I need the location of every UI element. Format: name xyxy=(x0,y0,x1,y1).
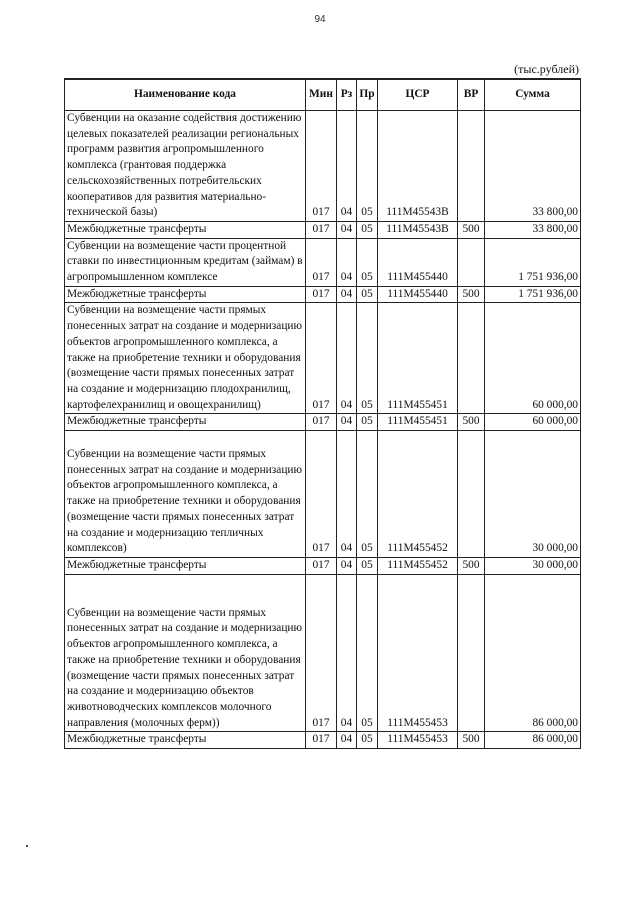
table-row xyxy=(65,574,581,732)
row-min: 017 xyxy=(306,238,337,286)
row-sum: 86 000,00 xyxy=(485,574,581,732)
row-sum: 1 751 936,00 xyxy=(485,238,581,286)
row-name: Межбюджетные трансферты xyxy=(65,414,306,431)
row-vr xyxy=(458,238,485,286)
row-csr: 111M455452 xyxy=(378,557,458,574)
row-rz: 04 xyxy=(337,557,357,574)
table-row xyxy=(65,238,581,286)
row-sum: 33 800,00 xyxy=(485,221,581,238)
row-csr: 111M45543B xyxy=(378,111,458,222)
page-number: 94 xyxy=(314,14,326,25)
row-rz: 04 xyxy=(337,414,357,431)
row-sum: 86 000,00 xyxy=(485,732,581,749)
row-name: Субвенции на возмещение части прямых понесенных затрат на создание и модернизацию объектов агропромышленного комплекса, а также на приобретение техники и оборудования (возмещение части прямых понесенных затрат на создание и модернизацию плодохранилищ, картофелехранилищ и овощехранилищ) xyxy=(65,303,306,414)
row-min: 017 xyxy=(306,557,337,574)
row-vr xyxy=(458,111,485,222)
row-csr: 111M455440 xyxy=(378,286,458,303)
row-csr: 111M455452 xyxy=(378,431,458,558)
row-pr: 05 xyxy=(357,111,378,222)
row-min: 017 xyxy=(306,221,337,238)
row-min: 017 xyxy=(306,732,337,749)
row-pr: 05 xyxy=(357,238,378,286)
row-rz: 04 xyxy=(337,574,357,732)
header-name: Наименование кода xyxy=(65,79,306,111)
row-name: Межбюджетные трансферты xyxy=(65,286,306,303)
row-name: Субвенции на возмещение части прямых понесенных затрат на создание и модернизацию объектов агропромышленного комплекса, а также на приобретение техники и оборудования (возмещение части прямых понесенных затрат на создание и модернизацию объектов животноводческих комплексов молочного направления (молочных ферм)) xyxy=(65,574,306,732)
header-min: Мин xyxy=(306,79,337,111)
row-csr: 111M455451 xyxy=(378,303,458,414)
row-vr: 500 xyxy=(458,732,485,749)
row-vr: 500 xyxy=(458,286,485,303)
row-pr: 05 xyxy=(357,574,378,732)
row-pr: 05 xyxy=(357,303,378,414)
header-rz: Рз xyxy=(337,79,357,111)
header-sum: Сумма xyxy=(485,79,581,111)
header-csr: ЦСР xyxy=(378,79,458,111)
row-vr xyxy=(458,574,485,732)
row-rz: 04 xyxy=(337,221,357,238)
table-row xyxy=(65,414,581,431)
row-name: Межбюджетные трансферты xyxy=(65,221,306,238)
header-pr: Пр xyxy=(357,79,378,111)
row-min: 017 xyxy=(306,431,337,558)
row-sum: 1 751 936,00 xyxy=(485,286,581,303)
table-row xyxy=(65,557,581,574)
row-pr: 05 xyxy=(357,732,378,749)
row-pr: 05 xyxy=(357,221,378,238)
row-sum: 30 000,00 xyxy=(485,431,581,558)
row-name: Субвенции на возмещение части прямых понесенных затрат на создание и модернизацию объектов агропромышленного комплекса, а также на приобретение техники и оборудования (возмещение части прямых понесенных затрат на создание и модернизацию тепличных комплексов) xyxy=(65,431,306,558)
row-pr: 05 xyxy=(357,557,378,574)
row-vr: 500 xyxy=(458,221,485,238)
row-min: 017 xyxy=(306,111,337,222)
row-pr: 05 xyxy=(357,414,378,431)
table-row xyxy=(65,303,581,414)
row-min: 017 xyxy=(306,286,337,303)
table-header-row xyxy=(65,79,581,111)
row-name: Межбюджетные трансферты xyxy=(65,732,306,749)
table-row xyxy=(65,286,581,303)
table-row xyxy=(65,431,581,558)
row-name: Субвенции на возмещение части процентной ставки по инвестиционным кредитам (займам) в агропромышленном комплексе xyxy=(65,238,306,286)
budget-table xyxy=(64,78,581,749)
row-min: 017 xyxy=(306,303,337,414)
row-rz: 04 xyxy=(337,238,357,286)
row-min: 017 xyxy=(306,574,337,732)
row-csr: 111M455453 xyxy=(378,732,458,749)
row-rz: 04 xyxy=(337,286,357,303)
units-label: (тыс.рублей) xyxy=(514,62,579,76)
row-rz: 04 xyxy=(337,111,357,222)
row-sum: 60 000,00 xyxy=(485,303,581,414)
row-pr: 05 xyxy=(357,286,378,303)
row-csr: 111M455440 xyxy=(378,238,458,286)
table-row xyxy=(65,732,581,749)
row-rz: 04 xyxy=(337,732,357,749)
row-csr: 111M455451 xyxy=(378,414,458,431)
row-rz: 04 xyxy=(337,431,357,558)
row-vr: 500 xyxy=(458,557,485,574)
row-vr xyxy=(458,303,485,414)
row-csr: 111M455453 xyxy=(378,574,458,732)
table-row xyxy=(65,221,581,238)
row-name: Межбюджетные трансферты xyxy=(65,557,306,574)
row-min: 017 xyxy=(306,414,337,431)
row-sum: 60 000,00 xyxy=(485,414,581,431)
row-pr: 05 xyxy=(357,431,378,558)
row-vr: 500 xyxy=(458,414,485,431)
row-vr xyxy=(458,431,485,558)
table-row xyxy=(65,111,581,222)
row-rz: 04 xyxy=(337,303,357,414)
row-csr: 111M45543B xyxy=(378,221,458,238)
scan-speck xyxy=(26,845,28,847)
header-vr: ВР xyxy=(458,79,485,111)
row-sum: 30 000,00 xyxy=(485,557,581,574)
row-name: Субвенции на оказание содействия достижению целевых показателей реализации региональных программ развития агропромышленного комплекса (грантовая поддержка сельскохозяйственных потребительских кооперативов для развития материально-технической базы) xyxy=(65,111,306,222)
row-sum: 33 800,00 xyxy=(485,111,581,222)
